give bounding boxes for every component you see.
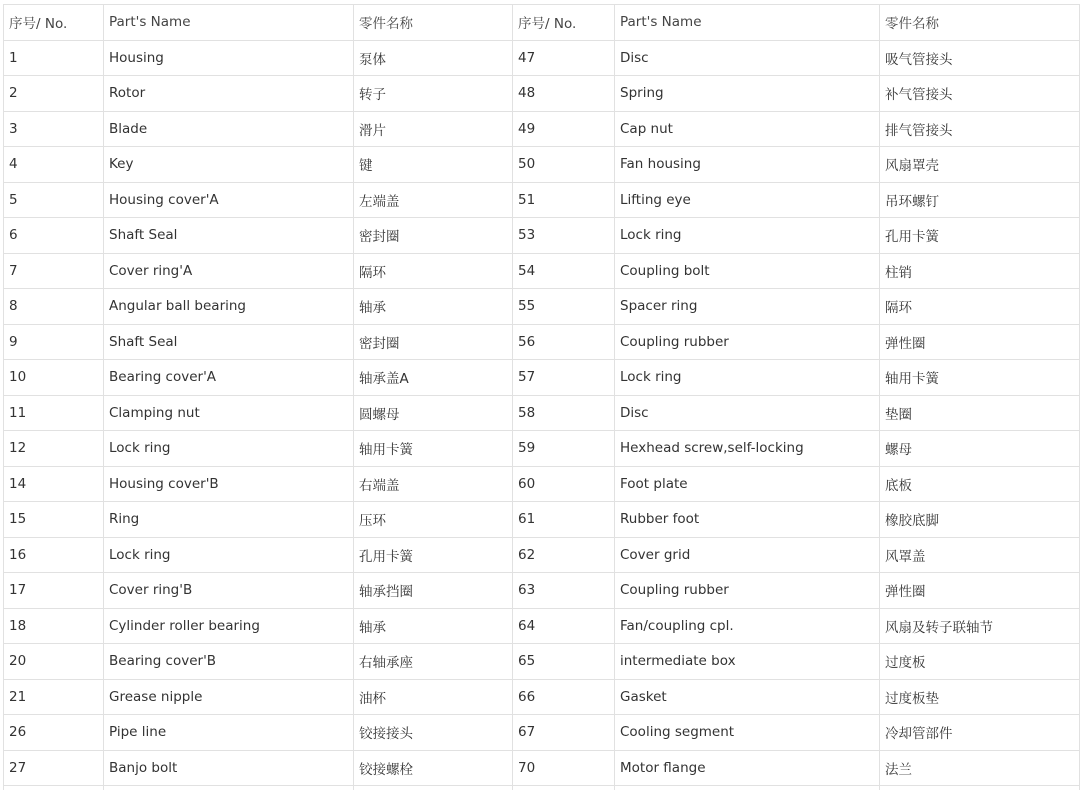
cell-part-name-cn-2: 吊环螺钉 [880, 182, 1080, 218]
cell-part-name: Cover ring'A [104, 253, 354, 289]
cell-part-name: Blade [104, 111, 354, 147]
cell-part-name: Rotor [104, 76, 354, 112]
table-row [4, 715, 1080, 751]
cell-no-2: 60 [513, 466, 615, 502]
cell-no: 27 [4, 750, 104, 786]
cell-part-name-2: intermediate box [615, 644, 880, 680]
table-row [4, 147, 1080, 183]
table-row [4, 431, 1080, 467]
cell-part-name-cn-2: 橡胶底脚 [880, 502, 1080, 538]
cell-part-name: Shaft Seal [104, 324, 354, 360]
table-row [4, 324, 1080, 360]
cell-part-name-cn: 键 [354, 147, 513, 183]
header-no-2: 序号/ No. [513, 5, 615, 41]
cell-part-name: Key [104, 147, 354, 183]
cell-part-name-cn-2: 弹性圈 [880, 324, 1080, 360]
cell-part-name-2: Gasket [615, 679, 880, 715]
table-row [4, 537, 1080, 573]
cell-no-2: 70 [513, 750, 615, 786]
cell-part-name-cn: 轴用卡簧 [354, 431, 513, 467]
cell-part-name-cn: 密封圈 [354, 324, 513, 360]
cell-no: 7 [4, 253, 104, 289]
table-row [4, 289, 1080, 325]
cell-part-name-2: Disc [615, 395, 880, 431]
cell-no: 5 [4, 182, 104, 218]
cell-empty [4, 786, 104, 790]
cell-part-name-2: Spacer ring [615, 289, 880, 325]
cell-part-name-2: Coupling rubber [615, 324, 880, 360]
cell-part-name-cn: 左端盖 [354, 182, 513, 218]
cell-no-2: 54 [513, 253, 615, 289]
cell-no: 14 [4, 466, 104, 502]
table-row [4, 218, 1080, 254]
cell-no-2: 58 [513, 395, 615, 431]
cell-no-2: 49 [513, 111, 615, 147]
cell-no-2: 62 [513, 537, 615, 573]
cell-part-name: Shaft Seal [104, 218, 354, 254]
cell-no-2: 47 [513, 40, 615, 76]
table-row [4, 644, 1080, 680]
table-row [4, 40, 1080, 76]
cell-no-2: 53 [513, 218, 615, 254]
cell-part-name: Cylinder roller bearing [104, 608, 354, 644]
cell-part-name: Grease nipple [104, 679, 354, 715]
parts-table [3, 4, 1080, 790]
cell-part-name-cn-2: 风扇罩壳 [880, 147, 1080, 183]
cell-part-name-cn-2: 吸气管接头 [880, 40, 1080, 76]
cell-part-name: Clamping nut [104, 395, 354, 431]
cell-no: 6 [4, 218, 104, 254]
cell-part-name: Pipe line [104, 715, 354, 751]
table-row-partial [4, 786, 1080, 790]
table-row [4, 395, 1080, 431]
cell-part-name-cn: 转子 [354, 76, 513, 112]
cell-part-name-2: Hexhead screw,self-locking [615, 431, 880, 467]
table-row [4, 573, 1080, 609]
cell-empty [615, 786, 880, 790]
cell-no: 12 [4, 431, 104, 467]
cell-no-2: 59 [513, 431, 615, 467]
cell-part-name-cn-2: 轴用卡簧 [880, 360, 1080, 396]
cell-part-name: Housing cover'A [104, 182, 354, 218]
cell-no-2: 50 [513, 147, 615, 183]
cell-no: 10 [4, 360, 104, 396]
cell-part-name-2: Fan/coupling cpl. [615, 608, 880, 644]
cell-no: 11 [4, 395, 104, 431]
cell-part-name-2: Coupling rubber [615, 573, 880, 609]
table-row [4, 502, 1080, 538]
cell-no: 8 [4, 289, 104, 325]
cell-part-name-cn: 轴承挡圈 [354, 573, 513, 609]
cell-no: 26 [4, 715, 104, 751]
cell-part-name-cn-2: 风扇及转子联轴节 [880, 608, 1080, 644]
table-row [4, 466, 1080, 502]
table-row [4, 360, 1080, 396]
cell-part-name: Lock ring [104, 537, 354, 573]
cell-no-2: 57 [513, 360, 615, 396]
cell-part-name-cn: 铰接螺栓 [354, 750, 513, 786]
table-row [4, 111, 1080, 147]
cell-part-name: Housing [104, 40, 354, 76]
cell-no-2: 64 [513, 608, 615, 644]
cell-part-name-2: Lifting eye [615, 182, 880, 218]
cell-no: 3 [4, 111, 104, 147]
table-row [4, 182, 1080, 218]
cell-part-name-cn: 铰接接头 [354, 715, 513, 751]
cell-part-name-cn-2: 螺母 [880, 431, 1080, 467]
cell-part-name-2: Fan housing [615, 147, 880, 183]
cell-part-name: Cover ring'B [104, 573, 354, 609]
cell-part-name-cn: 轴承 [354, 289, 513, 325]
cell-part-name-cn: 滑片 [354, 111, 513, 147]
cell-part-name-cn-2: 柱销 [880, 253, 1080, 289]
cell-part-name-cn-2: 孔用卡簧 [880, 218, 1080, 254]
cell-no-2: 63 [513, 573, 615, 609]
header-no: 序号/ No. [4, 5, 104, 41]
cell-no: 15 [4, 502, 104, 538]
cell-no-2: 56 [513, 324, 615, 360]
cell-part-name: Angular ball bearing [104, 289, 354, 325]
cell-no: 17 [4, 573, 104, 609]
table-row [4, 750, 1080, 786]
cell-part-name-cn-2: 隔环 [880, 289, 1080, 325]
cell-no: 1 [4, 40, 104, 76]
table-row [4, 679, 1080, 715]
cell-part-name-cn: 轴承 [354, 608, 513, 644]
cell-part-name: Banjo bolt [104, 750, 354, 786]
cell-part-name-cn-2: 风罩盖 [880, 537, 1080, 573]
cell-no-2: 55 [513, 289, 615, 325]
cell-part-name-cn: 孔用卡簧 [354, 537, 513, 573]
cell-part-name: Lock ring [104, 431, 354, 467]
cell-no-2: 65 [513, 644, 615, 680]
cell-part-name-2: Spring [615, 76, 880, 112]
cell-part-name-cn: 压环 [354, 502, 513, 538]
cell-part-name-cn: 油杯 [354, 679, 513, 715]
cell-part-name-cn: 轴承盖A [354, 360, 513, 396]
cell-part-name: Ring [104, 502, 354, 538]
cell-part-name-2: Coupling bolt [615, 253, 880, 289]
cell-part-name: Bearing cover'A [104, 360, 354, 396]
cell-empty [104, 786, 354, 790]
cell-part-name-cn: 密封圈 [354, 218, 513, 254]
cell-part-name-2: Lock ring [615, 218, 880, 254]
cell-part-name-cn-2: 补气管接头 [880, 76, 1080, 112]
cell-empty [354, 786, 513, 790]
table-row [4, 76, 1080, 112]
cell-part-name-cn: 圆螺母 [354, 395, 513, 431]
cell-no: 18 [4, 608, 104, 644]
cell-part-name-cn: 右端盖 [354, 466, 513, 502]
cell-part-name-cn-2: 弹性圈 [880, 573, 1080, 609]
cell-part-name-cn-2: 垫圈 [880, 395, 1080, 431]
cell-no: 4 [4, 147, 104, 183]
cell-part-name-cn: 泵体 [354, 40, 513, 76]
cell-empty [880, 786, 1080, 790]
cell-no-2: 66 [513, 679, 615, 715]
cell-no: 9 [4, 324, 104, 360]
header-part-name-2: Part's Name [615, 5, 880, 41]
cell-part-name-2: Disc [615, 40, 880, 76]
cell-part-name-2: Rubber foot [615, 502, 880, 538]
cell-no-2: 61 [513, 502, 615, 538]
cell-no: 21 [4, 679, 104, 715]
cell-part-name-2: Lock ring [615, 360, 880, 396]
cell-part-name-cn: 隔环 [354, 253, 513, 289]
cell-part-name-cn: 右轴承座 [354, 644, 513, 680]
cell-no: 20 [4, 644, 104, 680]
cell-part-name-2: Foot plate [615, 466, 880, 502]
table-header-row [4, 5, 1080, 41]
header-part-name: Part's Name [104, 5, 354, 41]
cell-part-name-cn-2: 冷却管部件 [880, 715, 1080, 751]
cell-no-2: 67 [513, 715, 615, 751]
table-row [4, 608, 1080, 644]
cell-part-name-cn-2: 过度板垫 [880, 679, 1080, 715]
cell-no-2: 51 [513, 182, 615, 218]
cell-empty [513, 786, 615, 790]
cell-no: 16 [4, 537, 104, 573]
cell-part-name: Housing cover'B [104, 466, 354, 502]
cell-part-name-2: Cooling segment [615, 715, 880, 751]
cell-part-name-2: Cover grid [615, 537, 880, 573]
cell-no: 2 [4, 76, 104, 112]
cell-part-name-cn-2: 排气管接头 [880, 111, 1080, 147]
cell-part-name-2: Cap nut [615, 111, 880, 147]
cell-part-name-cn-2: 过度板 [880, 644, 1080, 680]
cell-part-name-cn-2: 底板 [880, 466, 1080, 502]
table-row [4, 253, 1080, 289]
header-part-name-cn-2: 零件名称 [880, 5, 1080, 41]
cell-part-name-cn-2: 法兰 [880, 750, 1080, 786]
cell-part-name-2: Motor flange [615, 750, 880, 786]
cell-no-2: 48 [513, 76, 615, 112]
cell-part-name: Bearing cover'B [104, 644, 354, 680]
header-part-name-cn: 零件名称 [354, 5, 513, 41]
